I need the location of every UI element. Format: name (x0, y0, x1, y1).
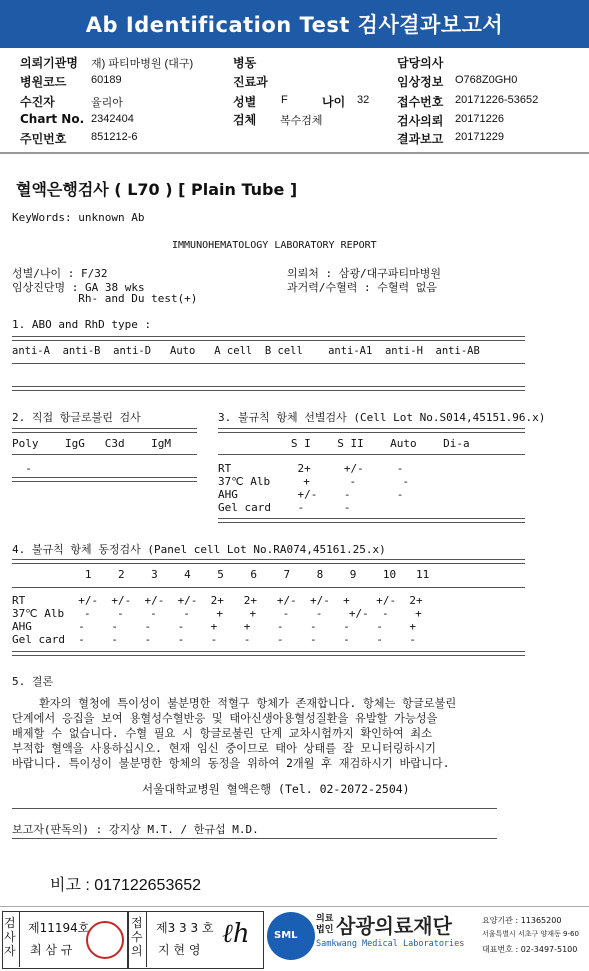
header-value: 60189 (91, 74, 122, 86)
conclusion-line: 배제할 수 없습니다. 수혈 필요 시 항글로불린 단계 교차시험까지 확인하여 최소 (12, 727, 432, 740)
screen-title: 3. 불규칙 항체 선별검사 (Cell Lot No.S014,45151.96.x) (218, 411, 546, 424)
panel-row: 37℃ Alb - - - - + + - - +/- - + (12, 607, 422, 620)
screen-headers: S I S II Auto Di-a (218, 437, 470, 450)
screen-row: RT 2+ +/- - (218, 462, 404, 475)
header-label: 임상정보 (397, 75, 444, 89)
section-title: 혈액은행검사 ( L70 ) [ Plain Tube ] (16, 180, 298, 199)
rule (12, 386, 525, 391)
dat-value: - (12, 462, 32, 475)
header-label: 결과보고 (397, 132, 444, 146)
rule (218, 428, 525, 433)
contact-line: 서울특별시 서초구 양재동 9-60 (482, 930, 579, 938)
header-label: 주민번호 (20, 132, 67, 146)
header-value: 20171229 (455, 131, 504, 143)
conclusion-line: 환자의 혈청에 특이성이 불분명한 적혈구 항체가 존재합니다. 항체는 항글로불린 (12, 697, 457, 710)
header-value: 율리아 (91, 97, 123, 109)
rule (12, 587, 525, 588)
header-label: 병동 (233, 56, 257, 70)
abo-title: 1. ABO and RhD type : (12, 318, 152, 331)
rule (19, 911, 20, 967)
abo-headers: anti-A anti-B anti-D Auto A cell B cell anti-A1 anti-H anti-AB (12, 345, 480, 357)
rule (12, 428, 197, 433)
conclusion-line: 단계에서 응집을 보여 용혈성수혈반응 및 태아신생아용혈성질환을 유발할 가능성을 (12, 712, 438, 725)
tester-name: 최 삼 규 (30, 943, 73, 957)
conclusion-line: 바랍니다. 특이성이 불분명한 항체의 동정을 위하여 2개월 후 재검하시기 바랍니다. (12, 757, 450, 770)
divider (0, 152, 589, 154)
rule (12, 454, 197, 455)
header-value: F (281, 94, 288, 106)
reporter: 보고자(판독의) : 강지상 M.T. / 한규섭 M.D. (12, 823, 259, 836)
header-value: 851212-6 (91, 131, 138, 143)
rule (12, 336, 525, 341)
header-label: 진료과 (233, 75, 268, 89)
header-label: 수진자 (20, 95, 55, 109)
approver-label: 접수의 (131, 916, 143, 958)
panel-title: 4. 불규칙 항체 동정검사 (Panel cell Lot No.RA074,45161.25.x) (12, 543, 386, 556)
header-value: 32 (357, 94, 370, 106)
header-value: 20171226 (455, 113, 504, 125)
header-label: 성별 (233, 95, 257, 109)
screen-row: Gel card - - (218, 501, 351, 514)
dat-headers: Poly IgG C3d IgM (12, 437, 171, 450)
contact-line: 요양기관 : 11365200 (482, 916, 562, 925)
header-value: 2342404 (91, 113, 134, 125)
clinical-diagnosis-2: Rh- and Du test(+) (12, 292, 198, 305)
approver-name: 지 현 영 (158, 943, 201, 957)
rule (12, 808, 497, 809)
report-title: Ab Identification Test 검사결과보고서 (85, 13, 504, 37)
contact-line: 대표번호 : 02-3497-5100 (482, 945, 578, 954)
remark (50, 872, 201, 895)
panel-headers: 1 2 3 4 5 6 7 8 9 10 11 (12, 568, 430, 581)
divider (0, 906, 589, 907)
logo-title: 삼광의료재단 (336, 914, 452, 938)
rule (12, 651, 525, 656)
header-value: O768Z0GH0 (455, 74, 518, 86)
conclusion-title: 5. 결론 (12, 675, 54, 688)
rule (12, 477, 197, 482)
logo-small-1: 의료 (316, 914, 334, 924)
header-label: 검사의뢰 (397, 114, 444, 128)
logo-small-2: 법인 (316, 925, 334, 935)
transfusion-history: 과거력/수혈력 : 수혈력 없음 (287, 281, 437, 294)
remark-value: 017122653652 (94, 877, 202, 894)
header-label: 담당의사 (397, 56, 444, 70)
header-label: 병원코드 (20, 75, 67, 89)
panel-row: Gel card - - - - - - - - - - - (12, 633, 416, 646)
rule (12, 838, 497, 839)
header-value: 20171226-53652 (455, 94, 539, 106)
header-value: 복수검체 (280, 115, 323, 127)
header-label: 나이 (322, 95, 346, 109)
screen-row: 37℃ Alb + - - (218, 475, 410, 488)
seal-icon (86, 921, 124, 959)
keywords: KeyWords: unknown Ab (12, 211, 145, 224)
rule (218, 454, 525, 455)
clinical-diagnosis: 임상진단명 : GA 38 wks (12, 281, 145, 294)
logo-badge: SML (274, 930, 298, 941)
header-label: 의뢰기관명 (20, 56, 78, 70)
tester-label: 검사자 (4, 916, 16, 958)
rule (12, 559, 525, 564)
header-label: 접수번호 (397, 95, 444, 109)
requester: 의뢰처 : 삼광/대구파티마병원 (287, 267, 442, 280)
header-label: 검체 (233, 113, 257, 127)
approver-number: 제3 3 3 호 (156, 921, 214, 935)
rule (12, 363, 525, 364)
signature-icon: ℓh (222, 919, 250, 949)
screen-row: AHG +/- - - (218, 488, 404, 501)
sex-age: 성별/나이 : F/32 (12, 267, 108, 280)
tester-number: 제11194호 (28, 921, 90, 935)
rule (218, 518, 525, 523)
report-heading: IMMUNOHEMATOLOGY LABORATORY REPORT (172, 240, 377, 251)
hospital-contact: 서울대학교병원 혈액은행 (Tel. 02-2072-2504) (142, 782, 410, 796)
header-value: 재) 파티마병원 (대구) (91, 58, 194, 70)
panel-row: RT +/- +/- +/- +/- 2+ 2+ +/- +/- + +/- 2+ (12, 594, 423, 607)
logo-en: Samkwang Medical Laboratories (316, 939, 465, 949)
remark-label: 비고 : (50, 877, 95, 894)
header-label: Chart No. (20, 112, 85, 126)
conclusion-line: 부적합 혈액을 사용하십시오. 현재 임신 중이므로 태아 상태를 잘 모니터링하시기 (12, 742, 436, 755)
dat-title: 2. 직접 항글로불린 검사 (12, 411, 141, 424)
rule (146, 911, 147, 967)
panel-row: AHG - - - - + + - - - - + (12, 620, 416, 633)
